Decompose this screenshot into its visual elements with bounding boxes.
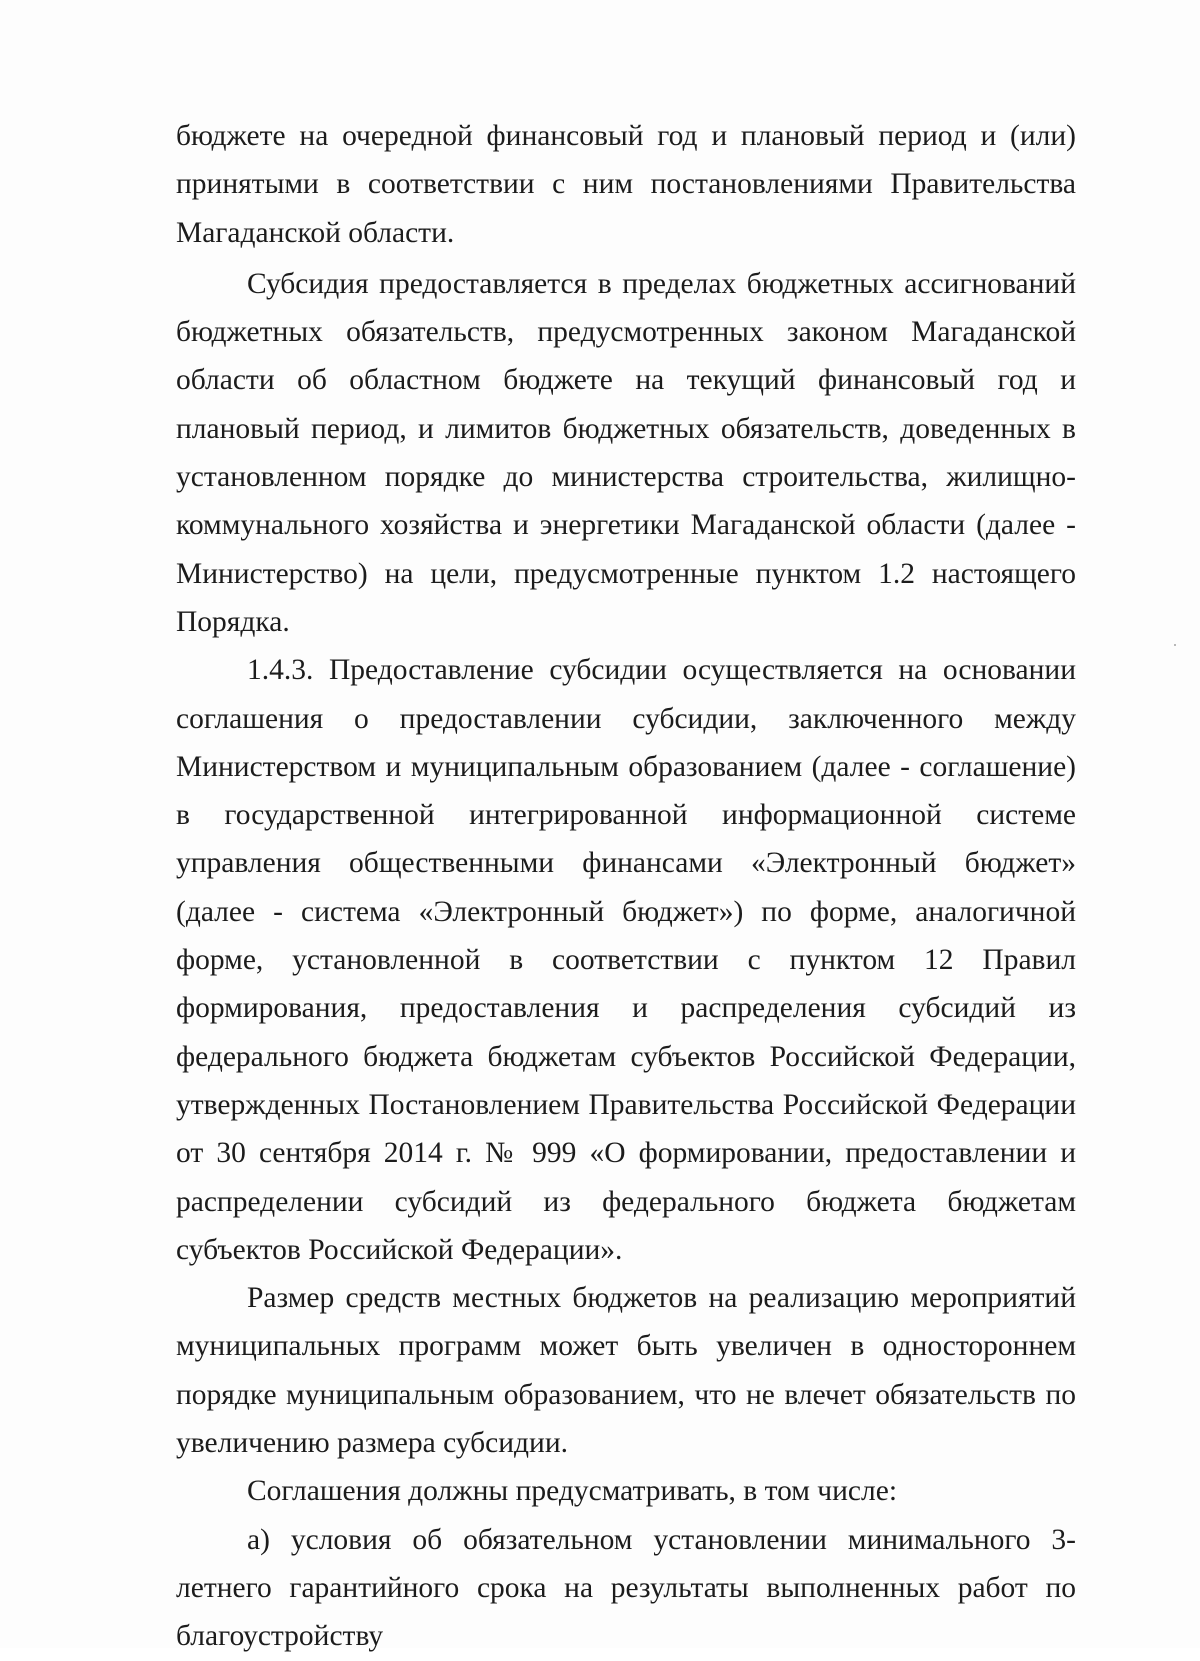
paragraph-local-budgets: Размер средств местных бюджетов на реализацию мероприятий муниципальных программ может быть увеличен в одностороннем порядке муниципальным образованием, что не влечет обязательств по увеличению размера субсидии. (176, 1282, 1076, 1460)
paragraph-agreements-intro: Соглашения должны предусматривать, в том числе: (247, 1475, 898, 1508)
document-body (176, 112, 1076, 1661)
paragraph-1-4-3: 1.4.3. Предоставление субсидии осуществляется на основании соглашения о предоставлении субсидии, заключенного между Министерством и муниципальным образованием (далее - соглашение) в государственной интегрированной информационной системе управления общественными финансами «Электронный бюджет» (далее - система «Электронный бюджет») по форме, аналогичной форме, установленной в соответствии с пунктом 12 Правил формирования, предоставления и распределения субсидий из федерального бюджета бюджетам субъектов Российской Федерации, утвержденных Постановлением Правительства Российской Федерации от 30 сентября 2014 г. № 999 «О формировании, предоставлении и распределении субсидий из федерального бюджета бюджетам субъектов Российской Федерации». (176, 654, 1076, 1266)
scan-dot (1174, 644, 1176, 646)
paragraph-subsidy-limits: Субсидия предоставляется в пределах бюджетных ассигнований бюджетных обязательств, предусмотренных законом Магаданской области об областном бюджете на текущий финансовый год и плановый период, и лимитов бюджетных обязательств, доведенных в установленном порядке до министерства строительства, жилищно-коммунального хозяйства и энергетики Магаданской области (далее - Министерство) на цели, предусмотренные пунктом 1.2 настоящего Порядка. (176, 267, 1076, 638)
paragraph-continuation: бюджете на очередной финансовый год и плановый период и (или) принятыми в соответствии с ним постановлениями Правительства Магаданской области. (176, 120, 1076, 249)
paragraph-item-a: а) условия об обязательном установлении минимального 3-летнего гарантийного срока на результаты выполненных работ по благоустройству (176, 1523, 1076, 1653)
